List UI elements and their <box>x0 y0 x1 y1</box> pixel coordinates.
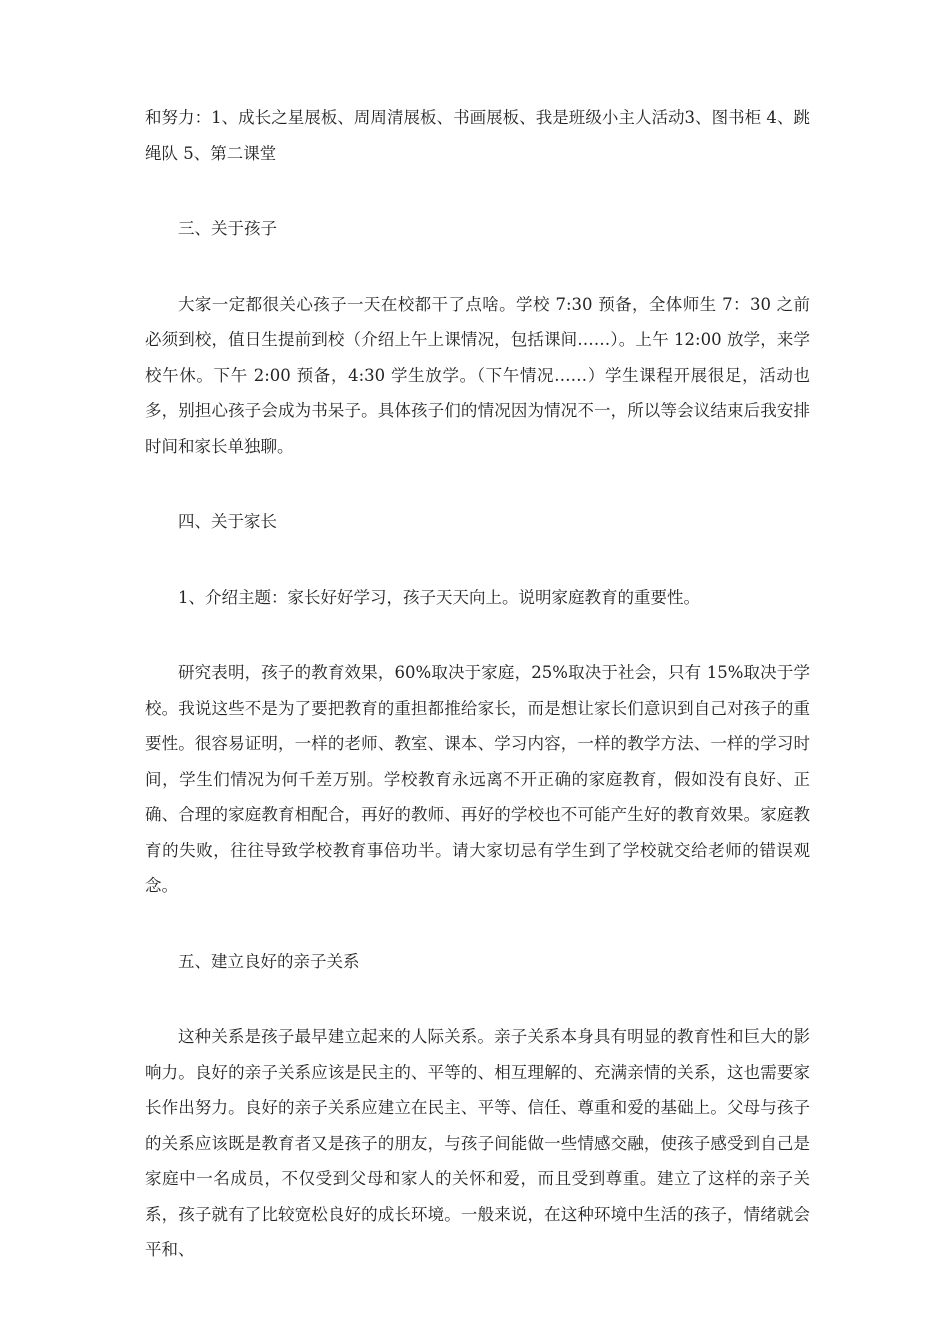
document-page <box>145 100 810 1268</box>
section-4-heading: 四、关于家长 <box>178 512 277 531</box>
section-4-paragraph: 研究表明，孩子的教育效果，60%取决于家庭，25%取决于社会，只有 15%取决于学校。我说这些不是为了要把教育的重担都推给家长，而是想让家长们意识到自己对孩子的重要性。很容易证明，一样的老师、教室、课本、学习内容，一样的教学方法、一样的学习时间，学生们情况为何千差万别。学校教育永远离不开正确的家庭教育，假如没有良好、正确、合理的家庭教育相配合，再好的教师、再好的学校也不可能产生好的教育效果。家庭教育的失败，往往导致学校教育事倍功半。请大家切忌有学生到了学校就交给老师的错误观念。 <box>145 663 810 895</box>
section-4-item-1: 1、介绍主题：家长好好学习，孩子天天向上。说明家庭教育的重要性。 <box>178 587 700 607</box>
intro-paragraph: 和努力：1、成长之星展板、周周清展板、书画展板、我是班级小主人活动3、图书柜 4、跳绳队 5、第二课堂 <box>145 108 810 163</box>
section-3-paragraph: 大家一定都很关心孩子一天在校都干了点啥。学校 7:30 预备，全体师生 7：30 之前必须到校，值日生提前到校（介绍上午上课情况，包括课间……）。上午 12:00 放学，来学校午休。下午 2:00 预备，4:30 学生放学。（下午情况……）学生课程开展很足，活动也多，别担心孩子会成为书呆子。具体孩子们的情况因为情况不一，所以等会议结束后我安排时间和家长单独聊。 <box>145 294 810 456</box>
section-3-heading: 三、关于孩子 <box>178 219 277 238</box>
section-5-heading: 五、建立良好的亲子关系 <box>178 951 360 971</box>
section-5-paragraph: 这种关系是孩子最早建立起来的人际关系。亲子关系本身具有明显的教育性和巨大的影响力。良好的亲子关系应该是民主的、平等的、相互理解的、充满亲情的关系，这也需要家长作出努力。良好的亲子关系应建立在民主、平等、信任、尊重和爱的基础上。父母与孩子的关系应该既是教育者又是孩子的朋友，与孩子间能做一些情感交融，使孩子感受到自己是家庭中一名成员，不仅受到父母和家人的关怀和爱，而且受到尊重。建立了这样的亲子关系，孩子就有了比较宽松良好的成长环境。一般来说，在这种环境中生活的孩子，情绪就会平和、 <box>145 1027 810 1259</box>
